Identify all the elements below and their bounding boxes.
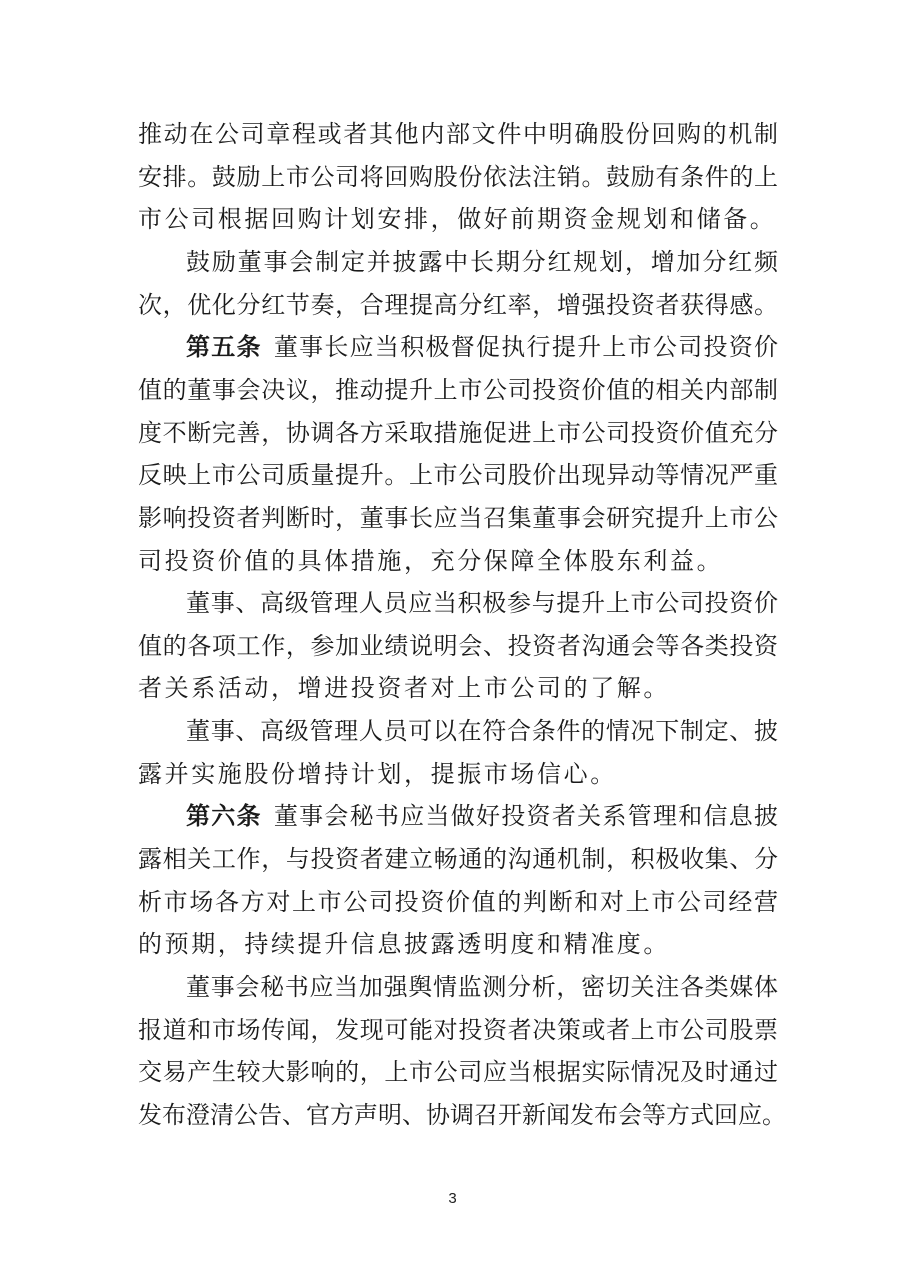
- body-line: 市公司根据回购计划安排，做好前期资金规划和储备。: [138, 205, 777, 233]
- body-line: 次，优化分红节奏，合理提高分红率，增强投资者获得感。: [138, 291, 778, 319]
- body-line: 交易产生较大影响的，上市公司应当根据实际情况及时通过: [138, 1058, 778, 1086]
- body-line: 推动在公司章程或者其他内部文件中明确股份回购的机制: [138, 120, 778, 148]
- body-line: 度不断完善，协调各方采取措施促进上市公司投资价值充分: [138, 419, 778, 447]
- body-line: 露并实施股份增持计划，提振市场信心。: [138, 760, 617, 788]
- body-line: 董事会秘书应当加强舆情监测分析，密切关注各类媒体: [186, 973, 778, 1001]
- body-line: 报道和市场传闻，发现可能对投资者决策或者上市公司股票: [138, 1016, 778, 1044]
- body-line: 值的董事会决议，推动提升上市公司投资价值的相关内部制: [138, 376, 778, 404]
- body-line: 析市场各方对上市公司投资价值的判断和对上市公司经营: [138, 888, 778, 916]
- body-line: 鼓励董事会制定并披露中长期分红规划，增加分红频: [186, 248, 778, 276]
- body-line: 露相关工作，与投资者建立畅通的沟通机制，积极收集、分: [138, 845, 778, 873]
- article-six-first-line: [186, 798, 778, 834]
- body-line: 值的各项工作，参加业绩说明会、投资者沟通会等各类投资: [138, 632, 778, 660]
- body-line: 董事、高级管理人员可以在符合条件的情况下制定、披: [186, 717, 778, 745]
- body-line: 影响投资者判断时，董事长应当召集董事会研究提升上市公: [138, 504, 778, 532]
- body-line: 的预期，持续提升信息披露透明度和精准度。: [138, 930, 670, 958]
- body-line: 董事、高级管理人员应当积极参与提升上市公司投资价: [186, 589, 778, 617]
- body-line: 反映上市公司质量提升。上市公司股价出现异动等情况严重: [138, 461, 778, 489]
- body-line: 者关系活动，增进投资者对上市公司的了解。: [138, 674, 670, 702]
- body-line: 司投资价值的具体措施，充分保障全体股东利益。: [138, 547, 724, 575]
- page-number: 3: [448, 1190, 457, 1207]
- body-line: 发布澄清公告、官方声明、协调召开新闻发布会等方式回应。: [138, 1101, 786, 1129]
- article-number: 第六条: [186, 802, 262, 830]
- article-five-first-line: [186, 329, 778, 365]
- body-line: 董事长应当积极督促执行提升上市公司投资价: [273, 333, 779, 361]
- body-line: 董事会秘书应当做好投资者关系管理和信息披: [273, 802, 779, 830]
- body-line: 安排。鼓励上市公司将回购股份依法注销。鼓励有条件的上: [138, 163, 778, 191]
- article-number: 第五条: [186, 333, 262, 361]
